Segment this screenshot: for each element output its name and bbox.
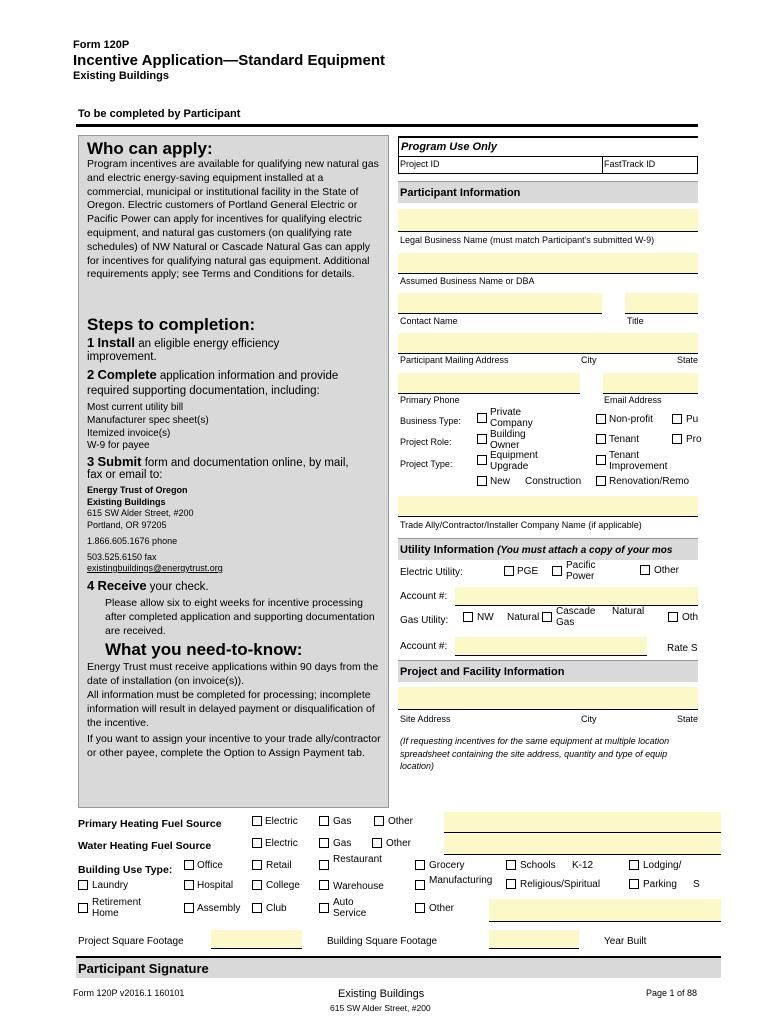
use-other-checkbox[interactable] <box>415 903 425 913</box>
utility-info-header: Utility Information (You must attach a copy of your mos <box>398 538 698 560</box>
site-state-label: State <box>677 714 699 724</box>
need-text-2: All information must be completed for processing; incomplete information will result in delayed payment or disqualification of the incentive. <box>87 689 375 729</box>
lodging-checkbox[interactable] <box>629 860 639 870</box>
warehouse-checkbox[interactable] <box>319 880 329 890</box>
retirement-label: Retirement Home <box>92 897 141 919</box>
field-divider <box>602 156 603 174</box>
pro-label: Pro <box>686 434 702 445</box>
club-label: Club <box>266 903 287 914</box>
building-sqft-label: Building Square Footage <box>327 936 438 947</box>
project-type-label: Project Type: <box>400 459 453 469</box>
assembly-label: Assembly <box>197 903 241 914</box>
use-other-input[interactable] <box>489 899 721 922</box>
tenant-improvement-checkbox[interactable] <box>596 455 606 465</box>
water-gas-label: Gas <box>333 838 352 849</box>
need-text-3: If you want to assign your incentive to your trade ally/contractor or other payee, complete the Option to Assign Payment tab. <box>87 733 381 759</box>
account-2-input[interactable] <box>455 637 647 656</box>
construction-label: Construction <box>525 476 582 487</box>
fasttrack-id-label: FastTrack ID <box>604 159 656 169</box>
primary-other-input[interactable] <box>444 812 721 833</box>
natural-2-label: Natural <box>612 606 645 617</box>
title-label: Title <box>627 316 644 326</box>
restaurant-checkbox[interactable] <box>319 860 329 870</box>
tenant-label: Tenant <box>609 434 640 445</box>
footer-version: Form 120P v2016.1 160101 <box>73 988 185 998</box>
docs-list: Most current utility bill Manufacturer spec sheet(s) Itemized invoice(s) W-9 for payee <box>87 402 209 452</box>
use-other-label: Other <box>429 903 455 914</box>
account-1-input[interactable] <box>455 587 698 606</box>
tenant-improvement-label: Tenant Improvement <box>609 450 668 472</box>
nw-natural-checkbox[interactable] <box>463 612 473 622</box>
private-company-label: Private Company <box>490 407 533 429</box>
multi-location-note: (If requesting incentives for the same equipment at multiple location spreadsheet containing the site address, quantity and type of equip location) <box>400 736 670 771</box>
primary-other-label: Other <box>388 816 414 827</box>
warehouse-label: Warehouse <box>333 881 384 892</box>
retirement-checkbox[interactable] <box>78 903 88 913</box>
schools-label: Schools <box>520 860 556 871</box>
grocery-label: Grocery <box>429 860 465 871</box>
grocery-checkbox[interactable] <box>415 860 425 870</box>
parking-label: Parking <box>643 879 677 890</box>
project-role-label: Project Role: <box>400 437 452 447</box>
cascade-checkbox[interactable] <box>542 612 552 622</box>
account-1-label: Account #: <box>400 591 448 602</box>
rate-label: Rate S <box>667 643 698 654</box>
gas-other-checkbox[interactable] <box>668 612 678 622</box>
primary-electric-checkbox[interactable] <box>252 816 262 826</box>
email-link[interactable]: existingbuildings@energytrust.org <box>87 563 223 573</box>
phone-number: 1.866.605.1676 phone <box>87 536 178 546</box>
building-owner-checkbox[interactable] <box>477 434 487 444</box>
hospital-label: Hospital <box>197 880 234 891</box>
fax-number: 503.525.6150 fax <box>87 552 157 562</box>
step-3-line2: fax or email to: <box>87 469 163 481</box>
electric-other-label: Other <box>654 565 680 576</box>
primary-electric-label: Electric <box>265 816 298 827</box>
electric-other-checkbox[interactable] <box>640 565 650 575</box>
pro-checkbox[interactable] <box>672 434 682 444</box>
completed-by-label: To be completed by Participant <box>78 108 241 120</box>
retail-label: Retail <box>266 860 292 871</box>
site-address-input[interactable] <box>398 687 698 710</box>
water-electric-label: Electric <box>265 838 298 849</box>
electric-utility-label: Electric Utility: <box>400 567 463 578</box>
contact-name-label: Contact Name <box>400 316 458 326</box>
who-text: Program incentives are available for qualifying new natural gas and electric energy-saving equipment installed at a commercial, municipal or institutional facility in the State of Oregon. Electric customers of Portland General Electric or Pacific Power can apply for incentives for qualifying electric equipment, and natural gas customers (on qualifying rate schedules) of NW Natural or Cascade Natural Gas can apply for incentives for qualifying natural gas equipment. Additional requirements apply; see Terms and Conditions for details. <box>87 158 379 281</box>
water-other-label: Other <box>386 838 412 849</box>
cascade-label: Cascade Gas <box>556 606 596 628</box>
need-heading: What you need-to-know: <box>105 640 303 659</box>
legal-name-input[interactable] <box>398 209 698 232</box>
project-sqft-input[interactable] <box>211 930 302 949</box>
mailing-address-input[interactable] <box>398 333 698 354</box>
private-company-checkbox[interactable] <box>477 413 487 423</box>
renovation-label: Renovation/Remo <box>609 476 690 487</box>
office-label: Office <box>197 860 223 871</box>
building-owner-label: Building Owner <box>490 429 526 451</box>
legal-name-label: Legal Business Name (must match Participant's submitted W-9) <box>400 235 655 245</box>
hospital-checkbox[interactable] <box>184 880 194 890</box>
project-id-label: Project ID <box>400 159 440 169</box>
facility-info-header: Project and Facility Information <box>398 660 698 682</box>
building-use-label: Building Use Type: <box>78 864 173 876</box>
equipment-upgrade-label: Equipment Upgrade <box>490 450 538 472</box>
gas-other-label: Oth <box>682 612 699 623</box>
college-checkbox[interactable] <box>252 880 262 890</box>
header-rule <box>76 124 698 127</box>
restaurant-label: Restaurant <box>333 854 382 865</box>
account-2-label: Account #: <box>400 641 448 652</box>
office-checkbox[interactable] <box>184 860 194 870</box>
auto-service-checkbox[interactable] <box>319 903 329 913</box>
primary-other-checkbox[interactable] <box>374 816 384 826</box>
page-title: Incentive Application—Standard Equipment <box>73 52 385 69</box>
tenant-checkbox[interactable] <box>596 434 606 444</box>
manufacturing-label: Manufacturing <box>429 875 493 886</box>
step-2: 2 Complete application information and provide <box>87 367 339 382</box>
step-2-line2: required supporting documentation, including: <box>87 385 320 397</box>
footer-address: 615 SW Alder Street, #200 <box>330 1003 431 1013</box>
water-gas-checkbox[interactable] <box>319 838 329 848</box>
nonprofit-label: Non-profit <box>609 414 653 425</box>
mailing-address-label: Participant Mailing Address <box>400 355 509 365</box>
primary-heating-label: Primary Heating Fuel Source <box>78 818 222 830</box>
nonprofit-checkbox[interactable] <box>596 414 606 424</box>
primary-gas-label: Gas <box>333 816 352 827</box>
gas-utility-label: Gas Utility: <box>400 615 449 626</box>
step-1-line2: improvement. <box>87 351 157 363</box>
building-sqft-input[interactable] <box>489 930 579 949</box>
primary-phone-input[interactable] <box>398 373 580 394</box>
footer-page: Page 1 of 88 <box>646 988 698 998</box>
footer-center: Existing Buildings <box>338 988 425 1000</box>
email-label: Email Address <box>604 395 662 405</box>
primary-phone-label: Primary Phone <box>400 395 460 405</box>
religious-checkbox[interactable] <box>506 879 516 889</box>
business-type-label: Business Type: <box>400 416 461 426</box>
assumed-name-input[interactable] <box>398 253 698 274</box>
equipment-upgrade-checkbox[interactable] <box>477 455 487 465</box>
primary-gas-checkbox[interactable] <box>319 816 329 826</box>
participant-info-header: Participant Information <box>398 181 698 203</box>
renovation-checkbox[interactable] <box>596 476 606 486</box>
steps-heading: Steps to completion: <box>87 315 256 334</box>
trade-ally-input[interactable] <box>398 496 698 517</box>
laundry-checkbox[interactable] <box>78 880 88 890</box>
manufacturing-checkbox[interactable] <box>415 880 425 890</box>
auto-service-label: Auto Service <box>333 897 367 919</box>
project-sqft-label: Project Square Footage <box>78 936 184 947</box>
college-label: College <box>266 880 300 891</box>
natural-label: Natural <box>507 612 540 623</box>
step-4: 4 Receive your check. <box>87 578 209 593</box>
public-label: Pu <box>686 414 699 425</box>
contact-name-input[interactable] <box>398 293 602 314</box>
water-electric-checkbox[interactable] <box>252 838 262 848</box>
k12-label: K-12 <box>572 860 594 871</box>
new-construction-checkbox[interactable] <box>477 476 487 486</box>
email-input[interactable] <box>603 373 698 394</box>
religious-label: Religious/Spiritual <box>520 879 601 890</box>
assembly-checkbox[interactable] <box>184 903 194 913</box>
public-checkbox[interactable] <box>672 414 682 424</box>
page-subtitle: Existing Buildings <box>73 70 169 82</box>
pge-label: PGE <box>517 566 539 577</box>
year-built-label: Year Built <box>604 936 647 947</box>
who-heading: Who can apply: <box>87 139 213 158</box>
new-label: New <box>490 476 511 487</box>
water-heating-label: Water Heating Fuel Source <box>78 840 212 852</box>
site-address-label: Site Address <box>400 714 451 724</box>
water-other-checkbox[interactable] <box>372 838 382 848</box>
pacific-power-checkbox[interactable] <box>552 566 562 576</box>
city-label: City <box>581 355 597 365</box>
club-checkbox[interactable] <box>252 903 262 913</box>
retail-checkbox[interactable] <box>252 860 262 870</box>
nw-label: NW <box>477 612 494 623</box>
water-other-input[interactable] <box>444 834 721 855</box>
s-label: S <box>693 879 700 890</box>
trade-ally-label: Trade Ally/Contractor/Installer Company Name (if applicable) <box>400 520 642 530</box>
step-4-text: Please allow six to eight weeks for incentive processing after completed application and supporting documentation are received. <box>105 597 375 637</box>
assumed-name-label: Assumed Business Name or DBA <box>400 276 535 286</box>
form-number: Form 120P <box>73 39 130 51</box>
pacific-power-label: Pacific Power <box>566 560 596 582</box>
program-use-fields[interactable] <box>398 156 698 174</box>
site-city-label: City <box>581 714 597 724</box>
schools-checkbox[interactable] <box>506 860 516 870</box>
program-use-header: Program Use Only <box>398 136 698 156</box>
mailing-address: Energy Trust of Oregon Existing Buildings 615 SW Alder Street, #200 Portland, OR 97205 <box>87 485 194 530</box>
step-3: 3 Submit form and documentation online, by mail, <box>87 454 349 469</box>
state-label: State <box>677 355 699 365</box>
signature-header: Participant Signature <box>76 956 721 978</box>
step-1: 1 Install an eligible energy efficiency <box>87 335 280 350</box>
laundry-label: Laundry <box>92 880 129 891</box>
title-input[interactable] <box>625 293 698 314</box>
pge-checkbox[interactable] <box>504 566 514 576</box>
need-text-1: Energy Trust must receive applications within 90 days from the date of installation (on invoice(s)). <box>87 661 379 687</box>
lodging-label: Lodging/ <box>643 860 682 871</box>
parking-checkbox[interactable] <box>629 879 639 889</box>
